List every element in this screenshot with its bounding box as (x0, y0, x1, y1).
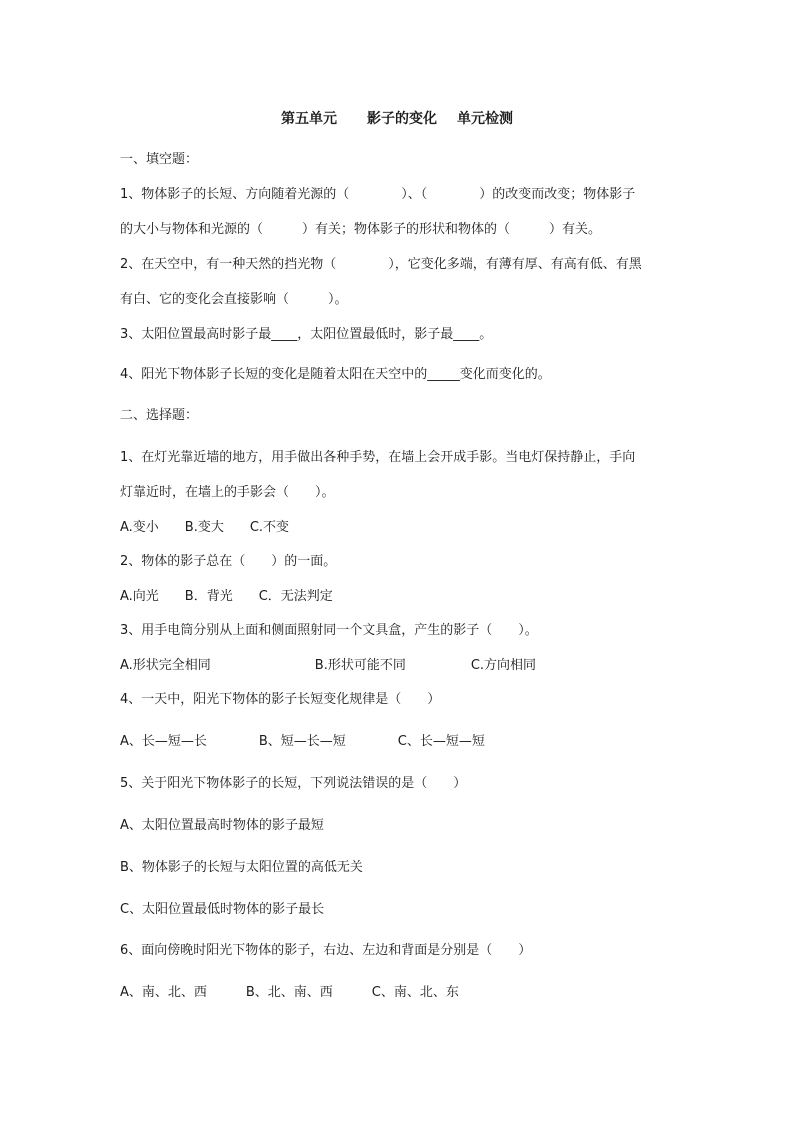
title-test: 单元检测 (457, 111, 513, 127)
fill-q3: 3、太阳位置最高时影子最____，太阳位置最低时，影子最____。 (120, 327, 493, 342)
choice-q1-options: A.变小 B.变大 C.不变 (120, 520, 290, 535)
choice-q2-options: A.向光 B．背光 C．无法判定 (120, 589, 333, 604)
choice-q4-options: A、长—短—长 B、短—长—短 C、长—短—短 (120, 734, 485, 749)
fill-q1-line2: 的大小与物体和光源的（ ）有关；物体影子的形状和物体的（ ）有关。 (120, 222, 602, 237)
choice-q5: 5、关于阳光下物体影子的长短，下列说法错误的是（ ） (120, 776, 467, 791)
choice-q6-options: A、南、北、西 B、北、南、西 C、南、北、东 (120, 985, 459, 1000)
choice-q5-option-c: C、太阳位置最低时物体的影子最长 (120, 902, 325, 917)
choice-q6: 6、面向傍晚时阳光下物体的影子，右边、左边和背面是分别是（ ） (120, 943, 532, 958)
choice-q3: 3、用手电筒分别从上面和侧面照射同一个文具盒，产生的影子（ ）。 (120, 623, 538, 638)
choice-q1-line2: 灯靠近时，在墙上的手影会（ ）。 (120, 485, 335, 500)
choice-q4: 4、一天中，阳光下物体的影子长短变化规律是（ ） (120, 692, 441, 707)
fill-q1-line1: 1、物体影子的长短、方向随着光源的（ ）、（ ）的改变而改变；物体影子 (120, 187, 636, 202)
title-unit: 第五单元 (281, 111, 337, 127)
choice-q2: 2、物体的影子总在（ ）的一面。 (120, 554, 337, 569)
choice-q5-option-a: A、太阳位置最高时物体的影子最短 (120, 818, 324, 833)
title-topic: 影子的变化 (367, 111, 437, 127)
choice-q5-option-b: B、物体影子的长短与太阳位置的高低无关 (120, 860, 363, 875)
choice-q1-line1: 1、在灯光靠近墙的地方，用手做出各种手势，在墙上会开成手影。当电灯保持静止，手向 (120, 450, 636, 465)
page-title (0, 108, 794, 128)
fill-q2-line2: 有白、它的变化会直接影响（ ）。 (120, 292, 348, 307)
fill-q2-line1: 2、在天空中，有一种天然的挡光物（ ），它变化多端，有薄有厚、有高有低、有黑 (120, 257, 642, 272)
choice-q3-options: A.形状完全相同 B.形状可能不同 C.方向相同 (120, 658, 537, 673)
section-fill-heading: 一、填空题： (120, 152, 199, 167)
fill-q4: 4、阳光下物体影子长短的变化是随着太阳在天空中的_____变化而变化的。 (120, 367, 551, 382)
section-choice-heading: 二、选择题： (120, 408, 199, 423)
